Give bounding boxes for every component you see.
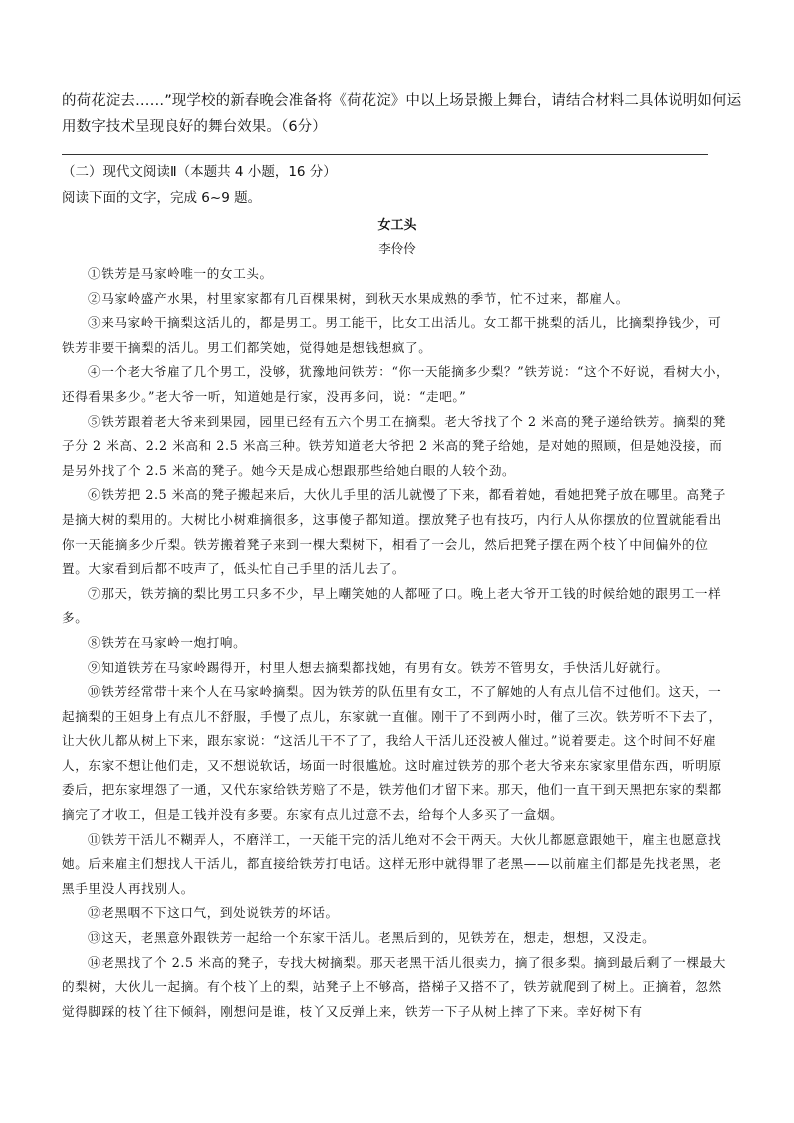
article-paragraph: ⑨知道铁芳在马家岭踢得开，村里人想去摘梨都找她，有男有女。铁芳不管男女，手快活儿好就行。 xyxy=(88,659,669,675)
article-body xyxy=(62,262,734,1024)
article-paragraph: ⑤铁芳跟着老大爷来到果园，园里已经有五六个男工在摘梨。老大爷找了个 2 米高的凳子递给铁芳。摘梨的凳子分 2 米高、2.2 米高和 2.5 米高三种。铁芳知道老大爷把 2 米高的凳子给她，是对她的照顾，但是她没接，而是另外找了个 2.5 米高的凳子。她今天是成心想跟那些给她白眼的人较个劲。 xyxy=(62,413,726,478)
article-paragraph: ④一个老大爷雇了几个男工，没够，犹豫地问铁芳：“你一天能摘多少梨？”铁芳说：“这个不好说，看树大小，还得看果多少。”老大爷一听，知道她是行家，没再多问，说：“走吧。” xyxy=(62,364,730,404)
article-paragraph: ⑥铁芳把 2.5 米高的凳子搬起来后，大伙儿手里的活儿就慢了下来，都看着她，看她把凳子放在哪里。高凳子是摘大树的梨用的。大树比小树难摘很多，这事傻子都知道。摆放凳子也有技巧，内行人从你摆放的位置就能看出你一天能摘多少斤梨。铁芳搬着凳子来到一棵大梨树下，相看了一会儿，然后把凳子摆在两个枝丫中间偏外的位置。大家看到后都不吱声了，低头忙自己手里的活儿去了。 xyxy=(62,487,726,577)
article-paragraph: ②马家岭盛产水果，村里家家都有几百棵果树，到秋天水果成熟的季节，忙不过来，都雇人。 xyxy=(88,290,629,306)
section-divider xyxy=(62,154,708,155)
article-paragraph: ⑩铁芳经常带十来个人在马家岭摘梨。因为铁芳的队伍里有女工，不了解她的人有点儿信不过他们。这天，一起摘梨的王妲身上有点儿不舒服，手慢了点儿，东家就一直催。刚干了不到两小时，催了三次。铁芳听不下去了，让大伙儿都从树上下来，跟东家说：“这活儿干不了了，我给人干活儿还没被人催过。”说着要走。这个时间不好雇人，东家不想让他们走，又不想说软话，场面一时很尴尬。这时雇过铁芳的那个老大爷来东家家里借东西，听明原委后，把东家埋怨了一通，又代东家给铁芳赔了不是，铁芳他们才留下来。那天，他们一直干到天黑把东家的梨都摘完了才收工，但是工钱并没有多要。东家有点儿过意不去，给每个人多买了一盒烟。 xyxy=(62,684,722,823)
section-heading: （二）现代文阅读Ⅱ（本题共 4 小题，16 分） xyxy=(62,164,337,180)
article-author: 李伶伶 xyxy=(378,241,416,256)
article-paragraph: ③来马家岭干摘梨这活儿的，都是男工。男工能干，比女工出活儿。女工都干挑梨的活儿，比摘梨挣钱少，可铁芳非要干摘梨的活儿。男工们都笑她，觉得她是想钱想疯了。 xyxy=(62,315,722,355)
article-paragraph: ⑧铁芳在马家岭一炮打响。 xyxy=(88,634,247,650)
article-title: 女工头 xyxy=(377,218,417,233)
article-paragraph: ⑬这天，老黑意外跟铁芳一起给一个东家干活儿。老黑后到的，见铁芳在，想走，想想，又没走。 xyxy=(88,930,656,946)
article-paragraph: ①铁芳是马家岭唯一的女工头。 xyxy=(88,266,273,281)
article-paragraph: ⑫老黑咽不下这口气，到处说铁芳的坏话。 xyxy=(88,905,339,921)
article-paragraph: ⑪铁芳干活儿不糊弄人，不磨洋工，一天能干完的活儿绝对不会干两天。大伙儿都愿意跟她干，雇主也愿意找她。后来雇主们想找人干活儿，都直接给铁芳打电话。这样无形中就得罪了老黑——以前雇主们都是先找老黑，老黑手里没人再找别人。 xyxy=(62,831,722,896)
question-paragraph: 的荷花淀去……”现学校的新春晚会准备将《荷花淀》中以上场景搬上舞台，请结合材料二具体说明如何运用数字技术呈现良好的舞台效果。（6分） xyxy=(62,93,742,135)
article-paragraph: ⑭老黑找了个 2.5 米高的凳子，专找大树摘梨。那天老黑干活儿很卖力，摘了很多梨。摘到最后剩了一棵最大的梨树，大伙儿一起摘。有个枝丫上的梨，站凳子上不够高，搭梯子又搭不了，铁芳就爬到了树上。正摘着，忽然觉得脚踩的枝丫往下倾斜，刚想问是谁，枝丫又反弹上来，铁芳一下子从树上摔了下来。幸好树下有 xyxy=(62,954,726,1019)
reading-instruction: 阅读下面的文字，完成 6~9 题。 xyxy=(62,190,262,206)
article-paragraph: ⑦那天，铁芳摘的梨比男工只多不少，早上嘲笑她的人都哑了口。晚上老大爷开工钱的时候给她的跟男工一样多。 xyxy=(62,585,722,626)
